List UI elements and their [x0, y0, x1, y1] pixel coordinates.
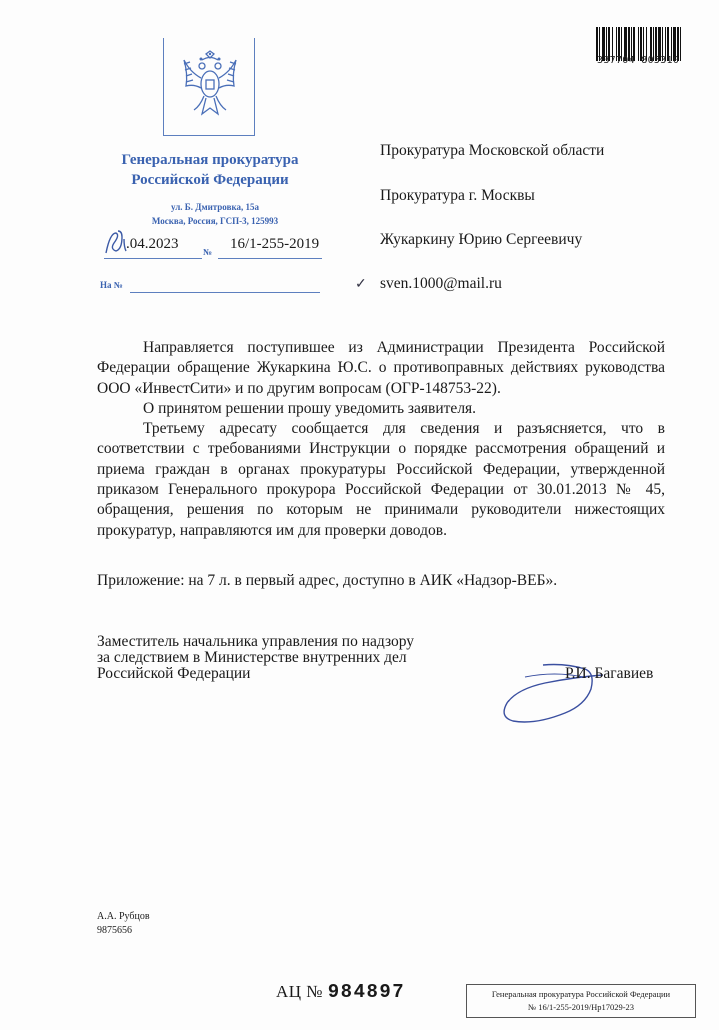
- recipient-3: Жукаркину Юрию Сергеевичу: [380, 231, 583, 248]
- registration-stamp: [466, 984, 696, 1018]
- address-line1: ул. Б. Дмитровка, 15а: [170, 202, 259, 212]
- reference-number-label: На №: [100, 280, 123, 290]
- letter-number: 16/1-255-2019: [230, 236, 320, 252]
- org-name-line2: Российской Федерации: [131, 172, 289, 188]
- signer-title-line3: Российской Федерации: [97, 665, 251, 682]
- recipient-1: Прокуратура Московской области: [380, 142, 605, 159]
- date-number-row: [100, 233, 340, 261]
- letter-body: [97, 338, 665, 541]
- barcode-bar: [680, 27, 681, 61]
- number-symbol: №: [203, 247, 213, 257]
- reference-number-line: [130, 292, 320, 293]
- registration-line2: № 16/1-255-2019/Нр17029-23: [527, 1002, 635, 1012]
- letter-date: .04.2023: [126, 236, 179, 252]
- signer-title: [97, 634, 477, 682]
- emblem-frame: [163, 38, 255, 136]
- serial-prefix: АЦ №: [276, 982, 324, 1001]
- executor-name: А.А. Рубцов: [97, 911, 150, 922]
- executor-phone: 9875656: [97, 925, 132, 936]
- handwritten-day-mark: [102, 227, 128, 257]
- organization-address: [100, 200, 330, 228]
- date-underline: [104, 258, 202, 259]
- body-paragraph-1: Направляется поступившее из Администрации Президента Российской Федерации обращение Жукаркина Ю.С. о противоправных действиях руководства ООО «ИнвестСити» и по другим вопросам (ОГР-148753-22).: [97, 339, 665, 397]
- check-mark-icon: ✓: [355, 277, 367, 292]
- org-name-line1: Генеральная прокуратура: [121, 152, 299, 168]
- signer-name: Р.И. Багавиев: [565, 665, 654, 682]
- recipient-2: Прокуратура г. Москвы: [380, 187, 535, 204]
- barcode-digits: 337704 805310: [597, 55, 680, 66]
- form-serial: [276, 981, 405, 1003]
- address-line2: Москва, Россия, ГСП-3, 125993: [151, 216, 279, 226]
- body-paragraph-3: Третьему адресату сообщается для сведения и разъясняется, что в соответствии с требованиями Инструкции о порядке рассмотрения обращений и приема граждан в органах прокуратуры Российской Федерации, утвержденной приказом Генерального прокурора Российской Федерации от 30.01.2013 № 45, обращения, решения по которым не принимали руководители нижестоящих прокуратур, направляются им для проверки доводов.: [97, 420, 665, 539]
- attachment-note: Приложение: на 7 л. в первый адрес, доступно в АИК «Надзор-ВЕБ».: [97, 572, 558, 589]
- body-paragraph-2: О принятом решении прошу уведомить заявителя.: [143, 399, 477, 417]
- organization-name: [90, 150, 330, 190]
- number-underline: [218, 258, 322, 259]
- serial-number: 984897: [327, 981, 406, 1003]
- signer-title-line1: Заместитель начальника управления по надзору: [97, 633, 415, 650]
- signer-title-line2: за следствием в Министерстве внутренних дел: [97, 649, 407, 666]
- registration-line1: Генеральная прокуратура Российской Федерации: [491, 989, 671, 999]
- recipient-email: sven.1000@mail.ru: [380, 275, 502, 292]
- double-headed-eagle-icon: [180, 50, 240, 118]
